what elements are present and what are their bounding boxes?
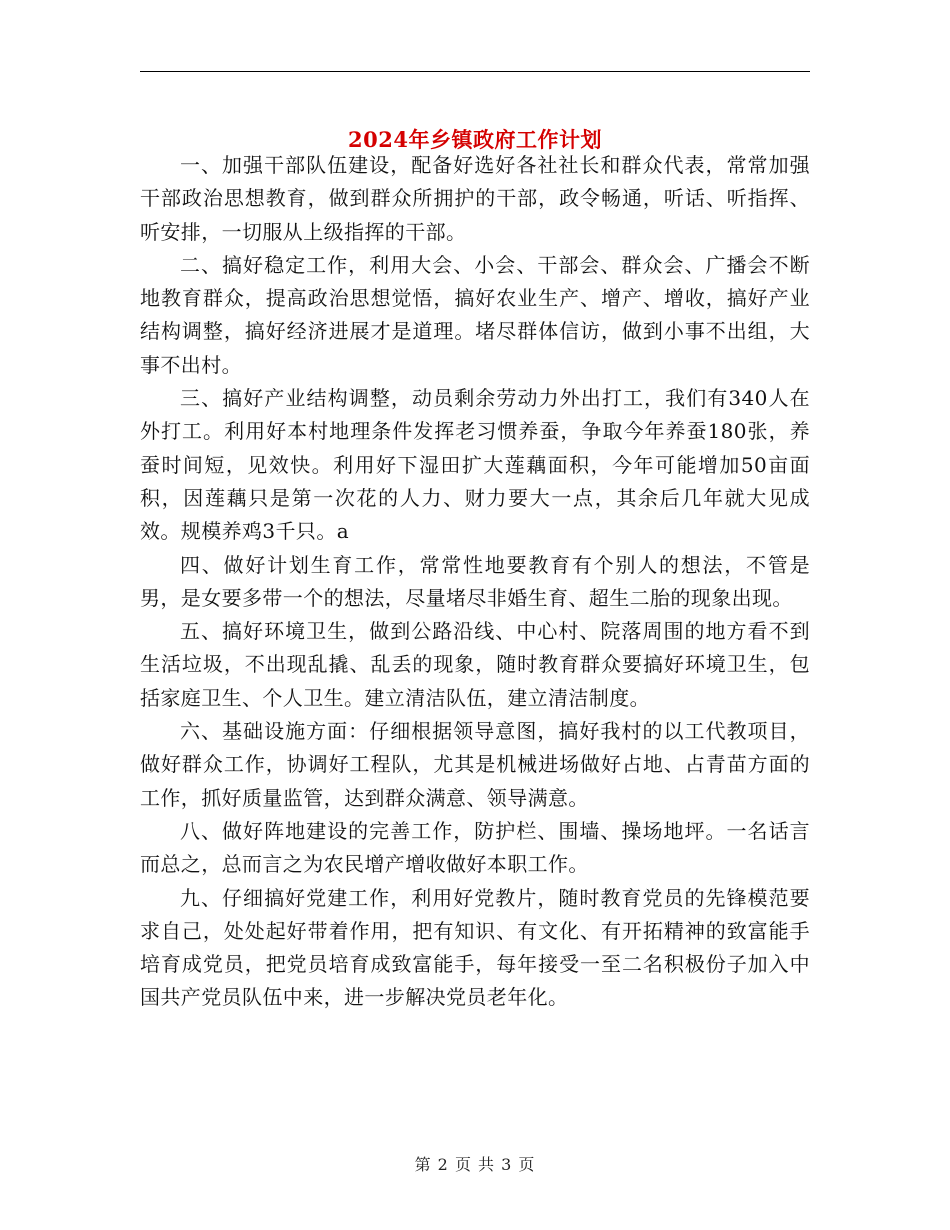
document-title: 2024年乡镇政府工作计划 xyxy=(348,127,602,153)
paragraph-5: 五、搞好环境卫生，做到公路沿线、中心村、院落周围的地方看不到生活垃圾，不出现乱撬、乱丢的现象，随时教育群众要搞好环境卫生，包括家庭卫生、个人卫生。建立清洁队伍，建立清洁制度。 xyxy=(140,619,810,710)
paragraph-9: 九、仔细搞好党建工作，利用好党教片，随时教育党员的先锋模范要求自己，处处起好带着作用，把有知识、有文化、有开拓精神的致富能手培育成党员，把党员培育成致富能手，每年接受一至二名积极份子加入中国共产党员队伍中来，进一步解决党员老年化。 xyxy=(140,885,810,1010)
page-number-footer: 第 2 页 共 3 页 xyxy=(414,1155,536,1174)
header-rule xyxy=(140,71,810,72)
document-body xyxy=(140,149,810,1015)
paragraph-1: 一、加强干部队伍建设，配备好选好各社社长和群众代表，常常加强干部政治思想教育，做到群众所拥护的干部，政令畅通，听话、听指挥、听安排，一切服从上级指挥的干部。 xyxy=(140,153,810,244)
paragraph-6: 六、基础设施方面：仔细根据领导意图，搞好我村的以工代教项目，做好群众工作，协调好工程队，尤其是机械进场做好占地、占青苗方面的工作，抓好质量监管，达到群众满意、领导满意。 xyxy=(140,719,810,810)
paragraph-2: 二、搞好稳定工作，利用大会、小会、干部会、群众会、广播会不断地教育群众，提高政治思想觉悟，搞好农业生产、增产、增收，搞好产业结构调整，搞好经济进展才是道理。堵尽群体信访，做到小事不出组，大事不出村。 xyxy=(140,252,810,377)
paragraph-8: 八、做好阵地建设的完善工作，防护栏、围墙、操场地坪。一名话言而总之，总而言之为农民增产增收做好本职工作。 xyxy=(140,818,810,877)
paragraph-4: 四、做好计划生育工作，常常性地要教育有个别人的想法，不管是男，是女要多带一个的想法，尽量堵尽非婚生育、超生二胎的现象出现。 xyxy=(140,552,810,610)
paragraph-3: 三、搞好产业结构调整，动员剩余劳动力外出打工，我们有340人在外打工。利用好本村地理条件发挥老习惯养蚕，争取今年养蚕180张，养蚕时间短，见效快。利用好下湿田扩大莲藕面积，今年可能增加50亩面积，因莲藕只是第一次花的人力、财力要大一点，其余后几年就大见成效。规模养鸡3千只。a xyxy=(140,386,810,544)
